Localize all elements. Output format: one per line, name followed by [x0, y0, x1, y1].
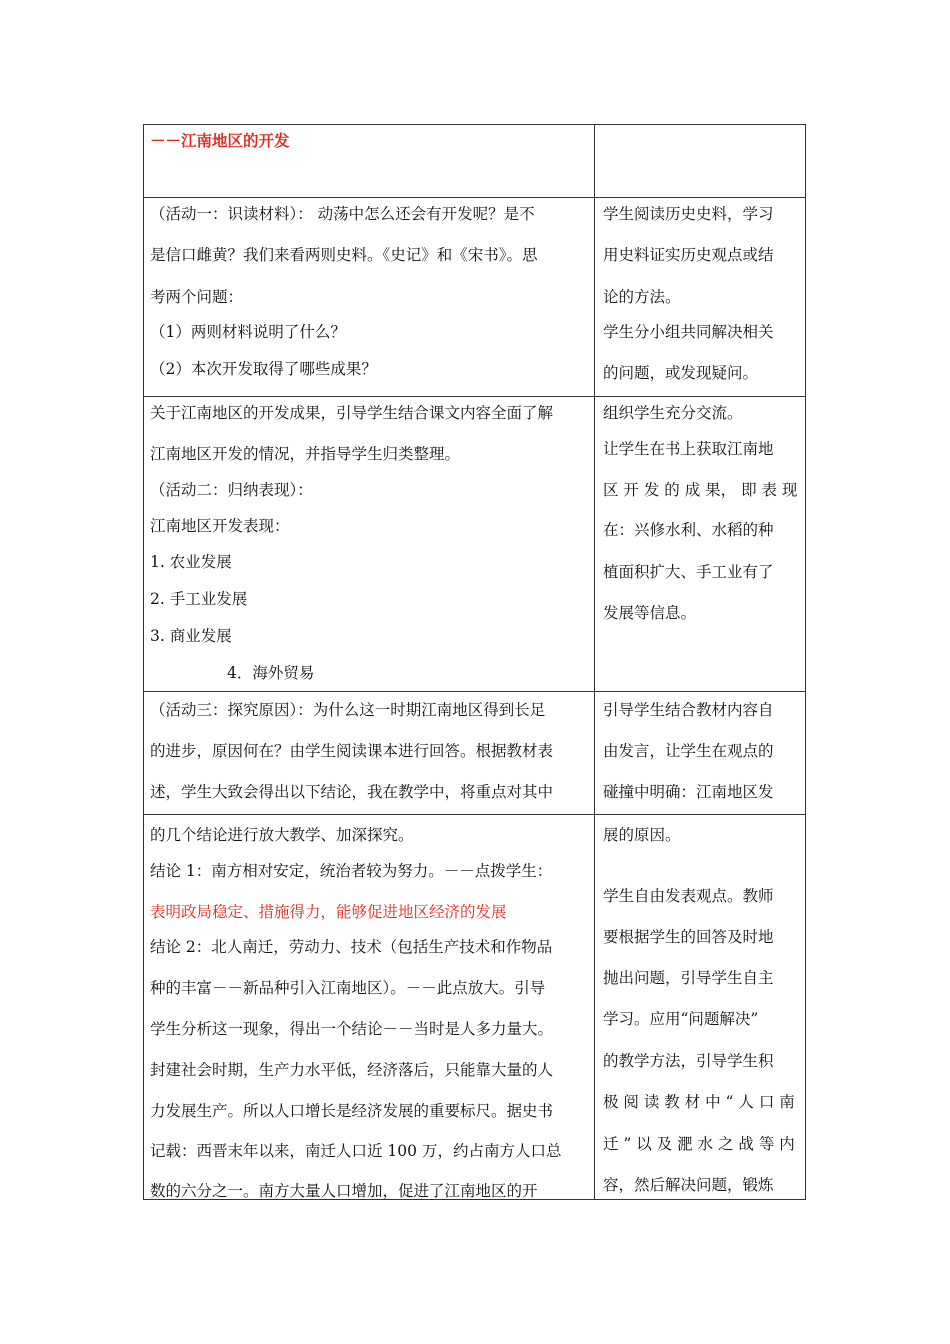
text-line: 在：兴修水利、水稻的种	[603, 521, 774, 539]
text-line: 学生阅读历史史料，学习	[603, 205, 774, 223]
text-line: 展的原因。	[603, 826, 681, 844]
text-line: 的几个结论进行放大教学、加深探究。	[150, 826, 414, 844]
text-line: 的问题，或发现疑问。	[603, 364, 759, 382]
text-line: 3. 商业发展	[150, 627, 232, 645]
text-line: 组织学生充分交流。	[603, 404, 743, 422]
text-line: 让学生在书上获取江南地	[603, 440, 774, 458]
text-line: 发展等信息。	[603, 604, 697, 622]
text-line: 4．海外贸易	[227, 664, 315, 682]
text-line: 抛出问题，引导学生自主	[603, 969, 774, 987]
text-line: 容，然后解决问题，锻炼	[603, 1176, 774, 1194]
text-line: 述，学生大致会得出以下结论，我在教学中，将重点对其中	[150, 783, 554, 801]
text-line: 考两个问题：	[150, 288, 244, 306]
page-break-line	[143, 814, 806, 815]
text-line: （活动二：归纳表现）：	[150, 481, 313, 499]
text-line: 植面积扩大、手工业有了	[603, 563, 774, 581]
text-line: 关于江南地区的开发成果，引导学生结合课文内容全面了解	[150, 404, 554, 422]
row-divider	[143, 197, 806, 198]
column-divider	[594, 124, 595, 1200]
text-line: 结论 1：南方相对安定，统治者较为努力。－－点拨学生：	[150, 862, 553, 880]
highlighted-text-line: 表明政局稳定、措施得力，能够促进地区经济的发展	[150, 903, 507, 921]
text-line: 种的丰富－－新品种引入江南地区）。－－此点放大。引导	[150, 979, 546, 997]
text-line: （1）两则材料说明了什么？	[150, 323, 346, 341]
text-line: 的进步，原因何在？由学生阅读课本进行回答。根据教材表	[150, 742, 554, 760]
text-line: 是信口雌黄？我们来看两则史料。《史记》和《宋书》。思	[150, 246, 538, 264]
text-line: 引导学生结合教材内容自	[603, 701, 774, 719]
text-line: 区 开 发 的 成 果， 即 表 现	[603, 481, 798, 499]
text-line: （活动一：识读材料）： 动荡中怎么还会有开发呢？是不	[150, 205, 535, 223]
text-line: 迁 ” 以 及 淝 水 之 战 等 内	[603, 1135, 795, 1153]
text-line: 的教学方法，引导学生积	[603, 1052, 774, 1070]
text-line: 学生分小组共同解决相关	[603, 323, 774, 341]
text-line: （2）本次开发取得了哪些成果？	[150, 360, 377, 378]
row-divider	[143, 691, 806, 692]
text-line: 由发言，让学生在观点的	[603, 742, 774, 760]
text-line: 论的方法。	[603, 288, 681, 306]
text-line: 碰撞中明确：江南地区发	[603, 783, 774, 801]
section-title: －－江南地区的开发	[150, 132, 290, 150]
text-line: 江南地区开发的情况，并指导学生归类整理。	[150, 445, 461, 463]
text-line: 力发展生产。所以人口增长是经济发展的重要标尺。据史书	[150, 1102, 554, 1120]
text-line: 学生自由发表观点。教师	[603, 887, 774, 905]
text-line: 结论 2：北人南迁，劳动力、技术（包括生产技术和作物品	[150, 938, 553, 956]
text-line: 用史料证实历史观点或结	[603, 246, 774, 264]
row-divider	[143, 396, 806, 397]
text-line: 极 阅 读 教 材 中 “ 人 口 南	[603, 1093, 795, 1111]
text-line: 数的六分之一。南方大量人口增加，促进了江南地区的开	[150, 1182, 538, 1200]
text-line: 江南地区开发表现：	[150, 517, 290, 535]
text-line: 要根据学生的回答及时地	[603, 928, 774, 946]
text-line: 1. 农业发展	[150, 553, 232, 571]
text-line: 学生分析这一现象，得出一个结论－－当时是人多力量大。	[150, 1020, 554, 1038]
text-line: 2. 手工业发展	[150, 590, 248, 608]
text-line: （活动三：探究原因）：为什么这一时期江南地区得到长足	[150, 701, 546, 719]
text-line: 封建社会时期，生产力水平低，经济落后，只能靠大量的人	[150, 1061, 554, 1079]
text-line: 学习。应用“问题解决”	[603, 1010, 759, 1028]
text-line: 记载：西晋末年以来，南迁人口近 100 万，约占南方人口总	[150, 1142, 562, 1160]
